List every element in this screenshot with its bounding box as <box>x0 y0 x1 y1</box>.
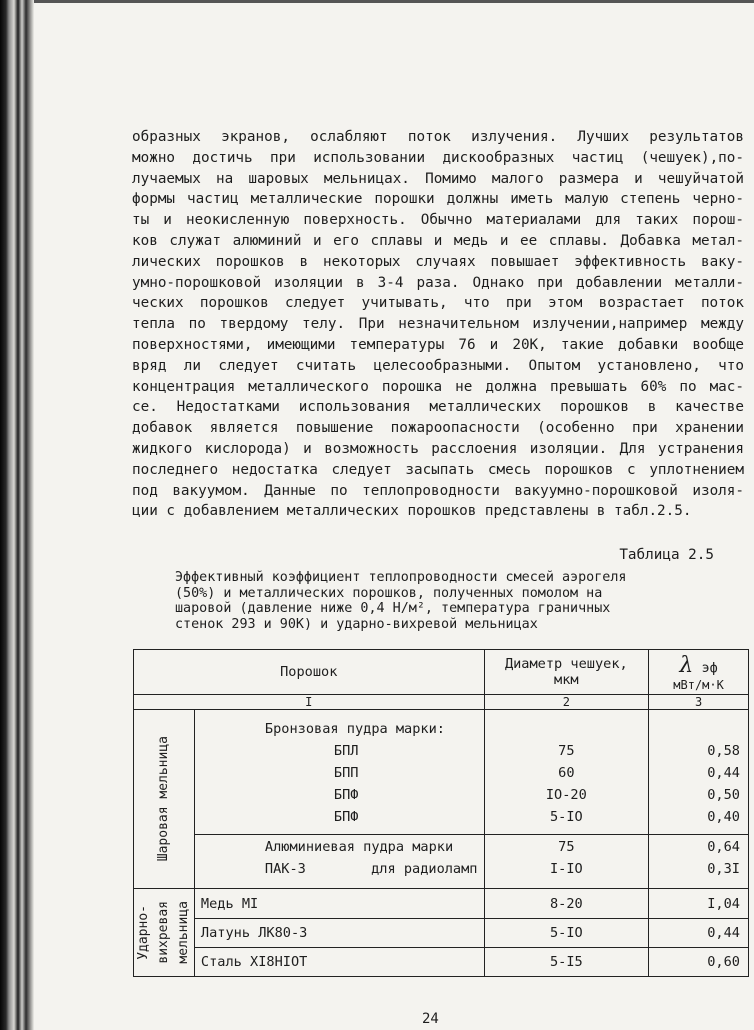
material-name: Сталь XI8HIOT <box>194 948 484 977</box>
diameter-value: IO-20 <box>545 787 587 803</box>
text-line: вряд ли следует считать целесообразными. Опытом установлено, что <box>132 357 744 374</box>
diameter-value: 5-IO <box>484 919 649 948</box>
text-line: образных экранов, ослабляют поток излучения. Лучших результатов <box>132 129 744 145</box>
diameter-value: 5-IO <box>549 809 583 825</box>
bronze-lambdas <box>649 710 749 835</box>
text-line: лических порошков в некоторых случаях повышает эффективность ваку- <box>132 253 744 270</box>
lambda-unit: мВт/м·К <box>673 677 724 692</box>
ball-mill-label: Шаровая мельница <box>155 736 171 862</box>
impact-mill-label-line: Ударно- <box>135 905 151 960</box>
header-powder: Порошок <box>134 650 485 695</box>
lambda-value: 0,50 <box>707 787 740 803</box>
table-row <box>134 948 749 977</box>
text-line: ты и неокисленную поверхность. Обычно материалами для таких порош- <box>132 212 744 229</box>
text-line: можно достичь при использовании дискообразных частиц (чешуек),по- <box>132 149 744 166</box>
diameter-value: 5-I5 <box>484 948 649 977</box>
grade-name: БПФ <box>333 809 359 825</box>
text-line: умно-порошковой изоляции в 3-4 раза. Однако при добавлении металли- <box>132 274 744 291</box>
body-paragraph <box>132 127 744 522</box>
aluminum-diameters <box>484 835 649 889</box>
group-label-impact-mill <box>134 889 195 977</box>
diameter-value: 8-20 <box>484 889 649 919</box>
impact-mill-label-line: вихревая <box>155 901 171 964</box>
bronze-diameters <box>484 710 649 835</box>
diameter-value: I-IO <box>549 861 583 877</box>
aluminum-title: Алюминиевая пудра марки ПАК-3 <box>264 839 454 877</box>
material-name: Медь МI <box>194 889 484 919</box>
text-line: формы частиц металлические порошки должны иметь малую степень черно- <box>132 191 744 208</box>
text-line: ков служат алюминий и его сплавы и медь и ее сплавы. Добавка метал- <box>132 232 744 249</box>
grade-name: БПФ <box>333 787 359 803</box>
lambda-value: 0,3I <box>707 861 740 877</box>
text-line: ческих порошков следует учитывать, что при этом возрастает поток <box>132 295 744 312</box>
header-lambda <box>649 650 749 695</box>
table-caption: Эффективный коэффициент теплопроводности смесей аэрогеля (50%) и металлических порошков, полученных помолом на шаровой (давление ниже 0,4 Н/м², температура граничных стенок 293 и 90К) и ударно-вихревой мельницах <box>175 570 627 632</box>
scan-top-edge <box>0 0 754 3</box>
text-line: последнего недостатка следует засыпать смесь порошков с уплотнением <box>132 461 744 478</box>
text-line: лучаемых на шаровых мельницах. Помимо малого размера и чешуйчатой <box>132 170 744 187</box>
table-row <box>134 710 749 835</box>
material-name: Латунь ЛК80-3 <box>194 919 484 948</box>
text-line: се. Недостатками использования металлических порошков в качестве <box>132 399 744 416</box>
table-row <box>134 919 749 948</box>
grade-name: БПП <box>333 765 359 781</box>
grade-name: БПЛ <box>333 743 359 759</box>
column-number: 3 <box>649 695 749 710</box>
aluminum-powder-cell <box>194 835 484 889</box>
header-diameter-unit: мкм <box>554 672 579 688</box>
lambda-value: 0,40 <box>707 809 740 825</box>
page-number: 24 <box>422 1011 439 1027</box>
data-table <box>133 649 749 977</box>
text-line: концентрация металлического порошка не должна превышать 60% по мас- <box>132 378 744 395</box>
diameter-value: 75 <box>558 839 575 855</box>
header-diameter <box>484 650 649 695</box>
lambda-value: 0,60 <box>649 948 749 977</box>
lambda-subscript: эф <box>701 659 718 676</box>
lambda-symbol: λ <box>679 652 694 678</box>
aluminum-note: для радиоламп <box>371 861 478 877</box>
column-number: I <box>134 695 485 710</box>
text-line: под вакуумом. Данные по теплопроводности вакуумно-порошковой изоля- <box>132 482 744 499</box>
lambda-value: 0,58 <box>707 743 740 759</box>
header-diameter-label: Диаметр чешуек, <box>504 656 628 672</box>
book-binding-edge <box>0 0 34 1030</box>
lambda-value: I,04 <box>649 889 749 919</box>
aluminum-lambdas <box>649 835 749 889</box>
text-line: жидкого кислорода) и возможность расслоения изоляции. Для устранения <box>132 440 744 457</box>
table-label: Таблица 2.5 <box>619 547 714 563</box>
bronze-title: Бронзовая пудра марки: <box>264 721 445 737</box>
text-line: ции с добавлением металлических порошков представлены в табл.2.5. <box>132 503 692 520</box>
column-number: 2 <box>484 695 649 710</box>
diameter-value: 75 <box>558 743 575 759</box>
bronze-grades <box>201 740 478 828</box>
lambda-value: 0,44 <box>707 765 740 781</box>
bronze-powder-cell <box>194 710 484 835</box>
table-row <box>134 889 749 919</box>
lambda-value: 0,64 <box>707 839 740 855</box>
text-line: поверхностями, имеющими температуры 76 и 20К, такие добавки вообще <box>132 336 744 353</box>
group-label-ball-mill <box>134 710 195 889</box>
text-line: добавок является повышение пожароопасности (особенно при хранении <box>132 420 744 437</box>
column-number-row <box>134 695 749 710</box>
text-line: тепла по твердому телу. При незначительном излучении,например между <box>132 316 744 333</box>
table-row <box>134 835 749 889</box>
table-header-row <box>134 650 749 695</box>
impact-mill-label-line: мельница <box>175 901 191 964</box>
diameter-value: 60 <box>558 765 575 781</box>
lambda-value: 0,44 <box>649 919 749 948</box>
